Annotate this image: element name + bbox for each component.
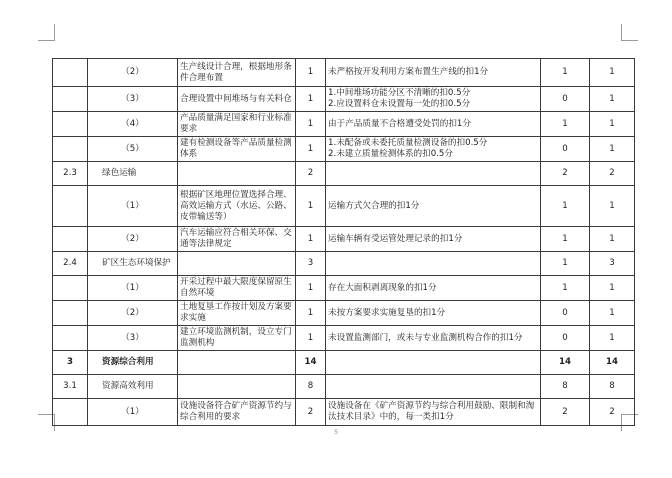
result-cell: 0	[541, 137, 590, 162]
table-row	[53, 326, 635, 351]
total-cell: 2	[590, 162, 635, 186]
row-number-cell	[53, 87, 88, 112]
requirement-cell	[178, 375, 296, 399]
total-cell: 1	[590, 227, 635, 252]
result-cell: 14	[541, 351, 590, 375]
criteria-cell: 1.未配备或未委托质量检测设备的扣0.5分 2.未建立质量检测体系的扣0.5分	[326, 137, 541, 162]
table-row	[53, 276, 635, 301]
subsection-row	[53, 252, 635, 276]
result-cell: 0	[541, 326, 590, 351]
score-cell: 1	[296, 87, 326, 112]
requirement-cell	[178, 162, 296, 186]
total-cell: 1	[590, 186, 635, 227]
requirement-cell: 汽车运输应符合相关环保、交通等法律规定	[178, 227, 296, 252]
item-cell: （2）	[88, 301, 178, 326]
item-cell: 资源高效利用	[88, 375, 178, 399]
row-number-cell	[53, 227, 88, 252]
item-cell: （5）	[88, 137, 178, 162]
criteria-cell: 存在大面积剥离现象的扣1分	[326, 276, 541, 301]
row-number-cell	[53, 276, 88, 301]
requirement-cell: 建有检测设备等产品质量检测体系	[178, 137, 296, 162]
table-row	[53, 399, 635, 426]
score-cell: 2	[296, 399, 326, 426]
row-number-cell	[53, 186, 88, 227]
total-cell: 1	[590, 112, 635, 137]
item-cell: （2）	[88, 227, 178, 252]
result-cell: 1	[541, 186, 590, 227]
item-cell: （2）	[88, 59, 178, 87]
criteria-cell: 由于产品质量不合格遭受处罚的扣1分	[326, 112, 541, 137]
total-cell: 1	[590, 276, 635, 301]
score-cell: 1	[296, 59, 326, 87]
item-cell: 资源综合利用	[88, 351, 178, 375]
requirement-cell	[178, 252, 296, 276]
crop-mark-top-left	[38, 24, 55, 41]
table-row	[53, 87, 635, 112]
item-cell: （1）	[88, 399, 178, 426]
total-cell: 8	[590, 375, 635, 399]
item-cell: （4）	[88, 112, 178, 137]
row-number-cell	[53, 326, 88, 351]
requirement-cell: 建立环境监测机制，设立专门监测机构	[178, 326, 296, 351]
result-cell: 1	[541, 252, 590, 276]
subsection-row	[53, 162, 635, 186]
result-cell: 1	[541, 59, 590, 87]
criteria-cell	[326, 375, 541, 399]
crop-mark-top-right	[621, 24, 638, 41]
item-cell: 绿色运输	[88, 162, 178, 186]
item-cell: （1）	[88, 276, 178, 301]
page-number: 5	[334, 429, 338, 436]
requirement-cell: 设施设备符合矿产资源节约与综合利用的要求	[178, 399, 296, 426]
row-number-cell	[53, 137, 88, 162]
row-number-cell	[53, 399, 88, 426]
subsection-row	[53, 375, 635, 399]
result-cell: 8	[541, 375, 590, 399]
total-cell: 1	[590, 326, 635, 351]
result-cell: 2	[541, 162, 590, 186]
requirement-cell: 合理设置中间堆场与有关料仓	[178, 87, 296, 112]
criteria-cell: 运输方式欠合理的扣1分	[326, 186, 541, 227]
score-cell: 14	[296, 351, 326, 375]
score-cell: 1	[296, 186, 326, 227]
criteria-cell: 1.中间堆场功能分区不清晰的扣0.5分 2.应设置料仓未设置每一处的扣0.5分	[326, 87, 541, 112]
table-row	[53, 137, 635, 162]
requirement-cell	[178, 351, 296, 375]
row-number-cell	[53, 112, 88, 137]
total-cell: 2	[590, 399, 635, 426]
result-cell: 0	[541, 87, 590, 112]
total-cell: 3	[590, 252, 635, 276]
score-cell: 1	[296, 326, 326, 351]
row-number-cell: 2.4	[53, 252, 88, 276]
row-number-cell	[53, 59, 88, 87]
table-row	[53, 301, 635, 326]
item-cell: （3）	[88, 326, 178, 351]
score-cell: 1	[296, 301, 326, 326]
result-cell: 1	[541, 112, 590, 137]
requirement-cell: 产品质量满足国家和行业标准要求	[178, 112, 296, 137]
item-cell: （1）	[88, 186, 178, 227]
table-row	[53, 112, 635, 137]
result-cell: 1	[541, 227, 590, 252]
requirement-cell: 生产线设计合理，根据地形条件合理布置	[178, 59, 296, 87]
score-cell: 8	[296, 375, 326, 399]
criteria-cell: 设施设备在《矿产资源节约与综合利用鼓励、限制和淘汰技术目录》中的，每一类扣1分	[326, 399, 541, 426]
result-cell: 1	[541, 276, 590, 301]
score-cell: 1	[296, 276, 326, 301]
table-row	[53, 59, 635, 87]
table-row	[53, 227, 635, 252]
criteria-cell	[326, 252, 541, 276]
section-row	[53, 351, 635, 375]
total-cell: 14	[590, 351, 635, 375]
result-cell: 2	[541, 399, 590, 426]
criteria-cell: 未严格按开发利用方案布置生产线的扣1分	[326, 59, 541, 87]
requirement-cell: 根据矿区地理位置选择合理、高效运输方式（水运、公路、皮带输送等）	[178, 186, 296, 227]
table-row	[53, 186, 635, 227]
row-number-cell	[53, 301, 88, 326]
score-cell: 1	[296, 112, 326, 137]
total-cell: 1	[590, 87, 635, 112]
result-cell: 0	[541, 301, 590, 326]
total-cell: 1	[590, 137, 635, 162]
total-cell: 1	[590, 301, 635, 326]
requirement-cell: 开采过程中最大限度保留原生自然环境	[178, 276, 296, 301]
criteria-cell: 未按方案要求实施复垦的扣1分	[326, 301, 541, 326]
total-cell: 1	[590, 59, 635, 87]
row-number-cell: 2.3	[53, 162, 88, 186]
item-cell: （3）	[88, 87, 178, 112]
row-number-cell: 3	[53, 351, 88, 375]
criteria-cell	[326, 351, 541, 375]
criteria-cell	[326, 162, 541, 186]
criteria-cell: 运输车辆有受运管处理记录的扣1分	[326, 227, 541, 252]
row-number-cell: 3.1	[53, 375, 88, 399]
criteria-cell: 未设置监测部门，或未与专业监测机构合作的扣1分	[326, 326, 541, 351]
scoring-table	[52, 58, 635, 426]
score-cell: 3	[296, 252, 326, 276]
item-cell: 矿区生态环境保护	[88, 252, 178, 276]
score-cell: 1	[296, 227, 326, 252]
score-cell: 1	[296, 137, 326, 162]
requirement-cell: 土地复垦工作按计划及方案要求实施	[178, 301, 296, 326]
score-cell: 2	[296, 162, 326, 186]
